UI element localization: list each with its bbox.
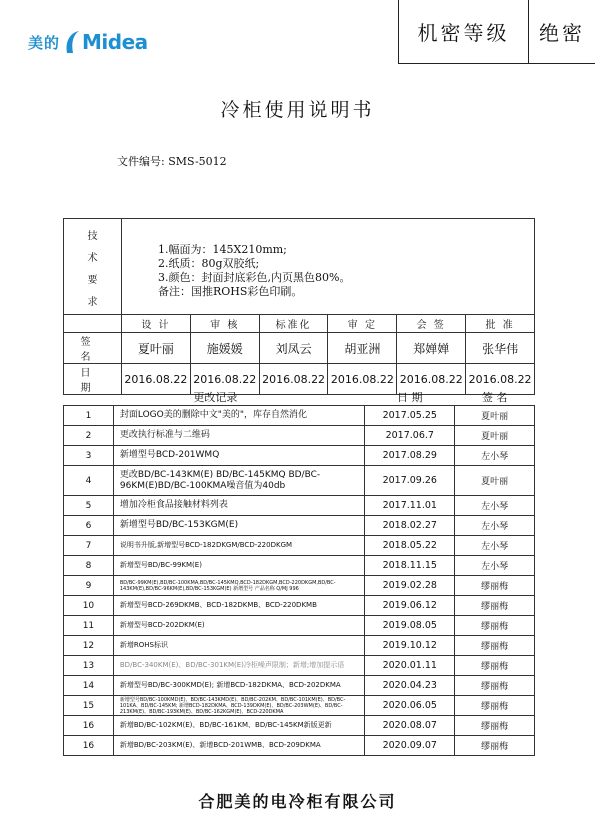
signer-name: 胡亚洲 xyxy=(328,333,397,364)
date-label: 日 期 xyxy=(64,364,122,395)
spec-table xyxy=(63,218,535,395)
table-row: 9 BD/BC-99KM(E),BD/BC-100KMA,BD/BC-145KMQ,BCD-182DKGM,BCD-220DKGM,BD/BC-143KM(E),BD/BC-96KM(E),BD/BC-153KGM(E) 新增型号 产品名称 Q/MJ 996 2019.02.28 缪丽梅 xyxy=(64,576,535,596)
table-row: 16 新增BD/BC-102KM(E)、BD/BC-161KM、BD/BC-145KM新版更新 2020.08.07 缪丽梅 xyxy=(64,716,535,736)
date-header: 日 期 xyxy=(397,391,423,404)
sign-date: 2016.08.22 xyxy=(397,364,466,395)
table-row: 6 新增型号BD/BC-153KGM(E) 2018.02.27 左小琴 xyxy=(64,516,535,536)
secret-level-box xyxy=(398,0,595,64)
table-row: 13 BD/BC-340KM(E)、BD/BC-301KM(E)冷柜噪声限制；新增;增加提示语 2020.01.11 缪丽梅 xyxy=(64,656,535,676)
document-title: 冷柜使用说明书 xyxy=(220,99,375,121)
sign-label: 签 名 xyxy=(64,333,122,364)
signer-name: 施媛媛 xyxy=(190,333,259,364)
sign-date: 2016.08.22 xyxy=(328,364,397,395)
signature-row xyxy=(64,333,535,364)
sign-header: 签 名 xyxy=(481,391,508,404)
table-row: 2 更改执行标准与二维码 2017.06.7 夏叶丽 xyxy=(64,426,535,446)
sign-date: 2016.08.22 xyxy=(259,364,328,395)
company-name: 合肥美的电冷柜有限公司 xyxy=(198,792,397,811)
record-header: 更改记录 xyxy=(193,390,238,404)
signer-name: 夏叶丽 xyxy=(122,333,191,364)
secret-level-label: 机密等级 xyxy=(399,0,529,63)
table-row: 7 说明书升版,新增型号BCD-182DKGM/BCD-220DKGM 2018.05.22 左小琴 xyxy=(64,536,535,556)
table-row: 3 新增型号BCD-201WMQ 2017.08.29 左小琴 xyxy=(64,446,535,466)
table-row: 14 新增型号BD/BC-300KMD(E); 新增BCD-182DKMA、BCD-202DKMA 2020.04.23 缪丽梅 xyxy=(64,676,535,696)
header-cell: 审 核 xyxy=(190,315,259,333)
header-cell: 审 定 xyxy=(328,315,397,333)
table-row: 10 新增型号BCD-269DKMB、BCD-182DKMB、BCD-220DKMB 2019.06.12 缪丽梅 xyxy=(64,596,535,616)
change-log-table xyxy=(63,389,535,756)
table-row: 8 新增型号BD/BC-99KM(E) 2018.11.15 左小琴 xyxy=(64,556,535,576)
midea-swoosh-icon xyxy=(63,29,81,55)
logo-cn-text: 美的 xyxy=(28,33,61,52)
table-row: 15 新增型号BD/BC-100KMD(E)、BD/BC-143KMD(E)、BD/BC-202KM、BD/BC-101KM(E)、BD/BC-101KA、BD/BC-145KM; 新增BCD-182DKMA、BCD-139DKM(E)、BD/BC-203WM(E)、BD/BC-213KM(E)、BD/BC-193KM(E)、BD/BC-162KGM(E)、BCD-220DKMA 2020.06.05 缪丽梅 xyxy=(64,696,535,716)
table-row: 16 新增BD/BC-203KM(E)、新增BCD-201WMB、BCD-209DKMA 2020.09.07 缪丽梅 xyxy=(64,736,535,756)
table-row: 1 封面LOGO美的删除中文"美的"，库存自然消化 2017.05.25 夏叶丽 xyxy=(64,406,535,426)
change-log-header xyxy=(64,389,535,406)
table-row: 4 更改BD/BC-143KM(E) BD/BC-145KMQ BD/BC-96KM(E)BD/BC-100KMA噪音值为40db 2017.09.26 夏叶丽 xyxy=(64,466,535,496)
requirements-text: 1.幅面为：145X210mm; 2.纸质：80g双胶纸; 3.颜色：封面封底彩色,内页黑色80%。 备注：国推ROHS彩色印刷。 xyxy=(122,219,535,315)
logo-en-text: Midea xyxy=(82,30,148,54)
signer-name: 郑婵婵 xyxy=(397,333,466,364)
signer-name: 刘凤云 xyxy=(259,333,328,364)
approval-header-row xyxy=(64,315,535,333)
header-cell: 批 准 xyxy=(466,315,535,333)
table-row: 5 增加冷柜食品接触材料列表 2017.11.01 左小琴 xyxy=(64,496,535,516)
header-cell: 设 计 xyxy=(122,315,191,333)
header-cell: 标准化 xyxy=(259,315,328,333)
sign-date: 2016.08.22 xyxy=(466,364,535,395)
file-number: 文件编号: SMS-5012 xyxy=(117,155,227,168)
sign-date: 2016.08.22 xyxy=(122,364,191,395)
sign-date: 2016.08.22 xyxy=(190,364,259,395)
tech-requirement-label: 技 术 要 求 xyxy=(64,219,122,315)
midea-logo xyxy=(28,22,148,62)
header-cell: 会 签 xyxy=(397,315,466,333)
table-row: 12 新增ROHS标识 2019.10.12 缪丽梅 xyxy=(64,636,535,656)
table-row: 11 新增型号BCD-202DKM(E) 2019.08.05 缪丽梅 xyxy=(64,616,535,636)
secret-level-value: 绝密 xyxy=(539,21,585,45)
signer-name: 张华伟 xyxy=(466,333,535,364)
